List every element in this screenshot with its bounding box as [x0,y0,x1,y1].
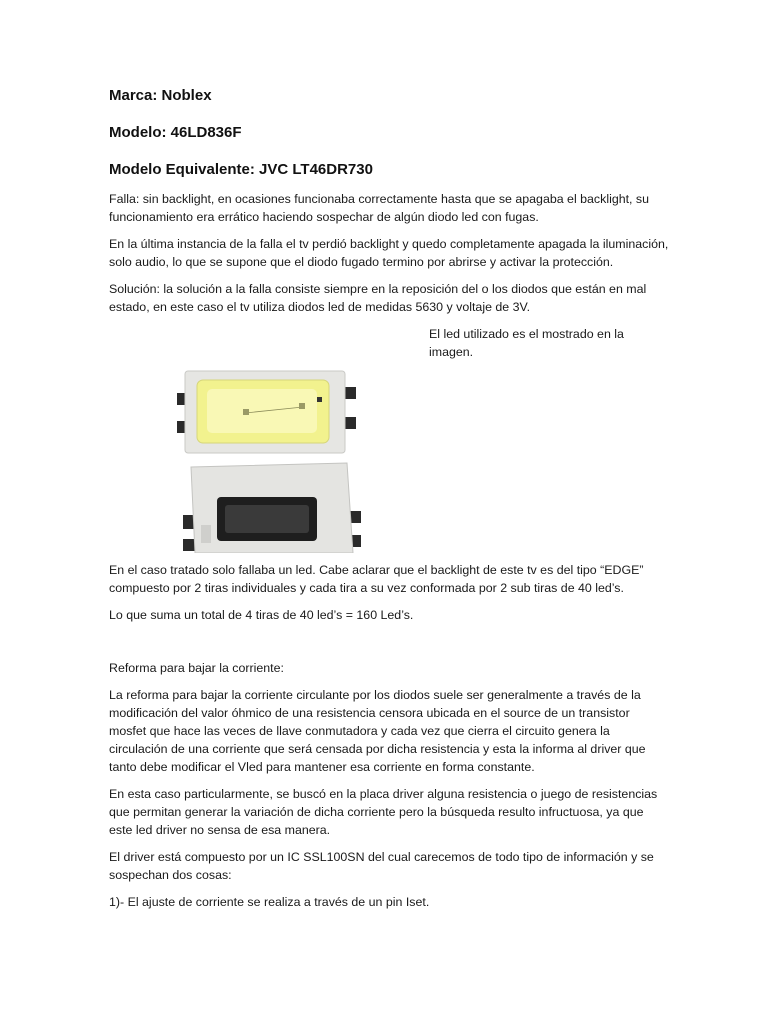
fault-paragraph: Falla: sin backlight, en ocasiones funcionaba correctamente hasta que se apagaba el backlight, su funcionamiento era errático haciendo sospechar de algún diodo led con fugas. [109,192,650,224]
equivalent-model-heading: Modelo Equivalente: JVC LT46DR730 [109,161,373,178]
driver-paragraph: El driver está compuesto por un IC SSL100SN del cual carecemos de todo tipo de información y se sospechan dos cosas: [109,850,654,882]
reform-title: Reforma para bajar la corriente: [109,661,284,675]
reform-paragraph: La reforma para bajar la corriente circulante por los diodos suele ser generalmente a través de la modificación del valor óhmico de una resistencia censora ubicada en el source de un transistor mosfet que hace las veces de llave conmutadora y cada vez que cierra el circuito genera la circulación de una corriente que será censada por dicha resistencia y esta la informa al driver que tanto debe modificar el Vled para mantener esa corriente en forma constante. [109,688,646,774]
led-figure [109,325,669,557]
total-paragraph: Lo que suma un total de 4 tiras de 40 led’s = 160 Led’s. [109,608,414,622]
model-heading: Modelo: 46LD836F [109,124,242,141]
led-5630-photo-icon [125,335,365,553]
document-page [109,86,669,920]
particular-case-paragraph: En esta caso particularmente, se buscó en la placa driver alguna resistencia o juego de resistencias que permitan generar la variación de dicha corriente pero la búsqueda resulto infructuosa, ya que este led driver no sensa de esa manera. [109,787,658,837]
list-item-1: 1)- El ajuste de corriente se realiza a través de un pin Iset. [109,895,430,909]
brand-heading: Marca: Noblex [109,87,212,104]
last-instance-paragraph: En la última instancia de la falla el tv perdió backlight y quedo completamente apagada la iluminación, solo audio, lo que se supone que el diodo fugado termino por abrirse y activar la protección. [109,237,669,269]
solution-paragraph: Solución: la solución a la falla consiste siempre en la reposición del o los diodos que están en mal estado, en este caso el tv utiliza diodos led de medidas 5630 y voltaje de 3V. [109,282,647,314]
spacer [109,633,669,659]
case-treated-paragraph: En el caso tratado solo fallaba un led. Cabe aclarar que el backlight de este tv es del tipo “EDGE” compuesto por 2 tiras individuales y cada tira a su vez conformada por 2 sub tiras de 40 led’s. [109,563,644,595]
led-caption: El led utilizado es el mostrado en la imagen. [429,327,624,359]
